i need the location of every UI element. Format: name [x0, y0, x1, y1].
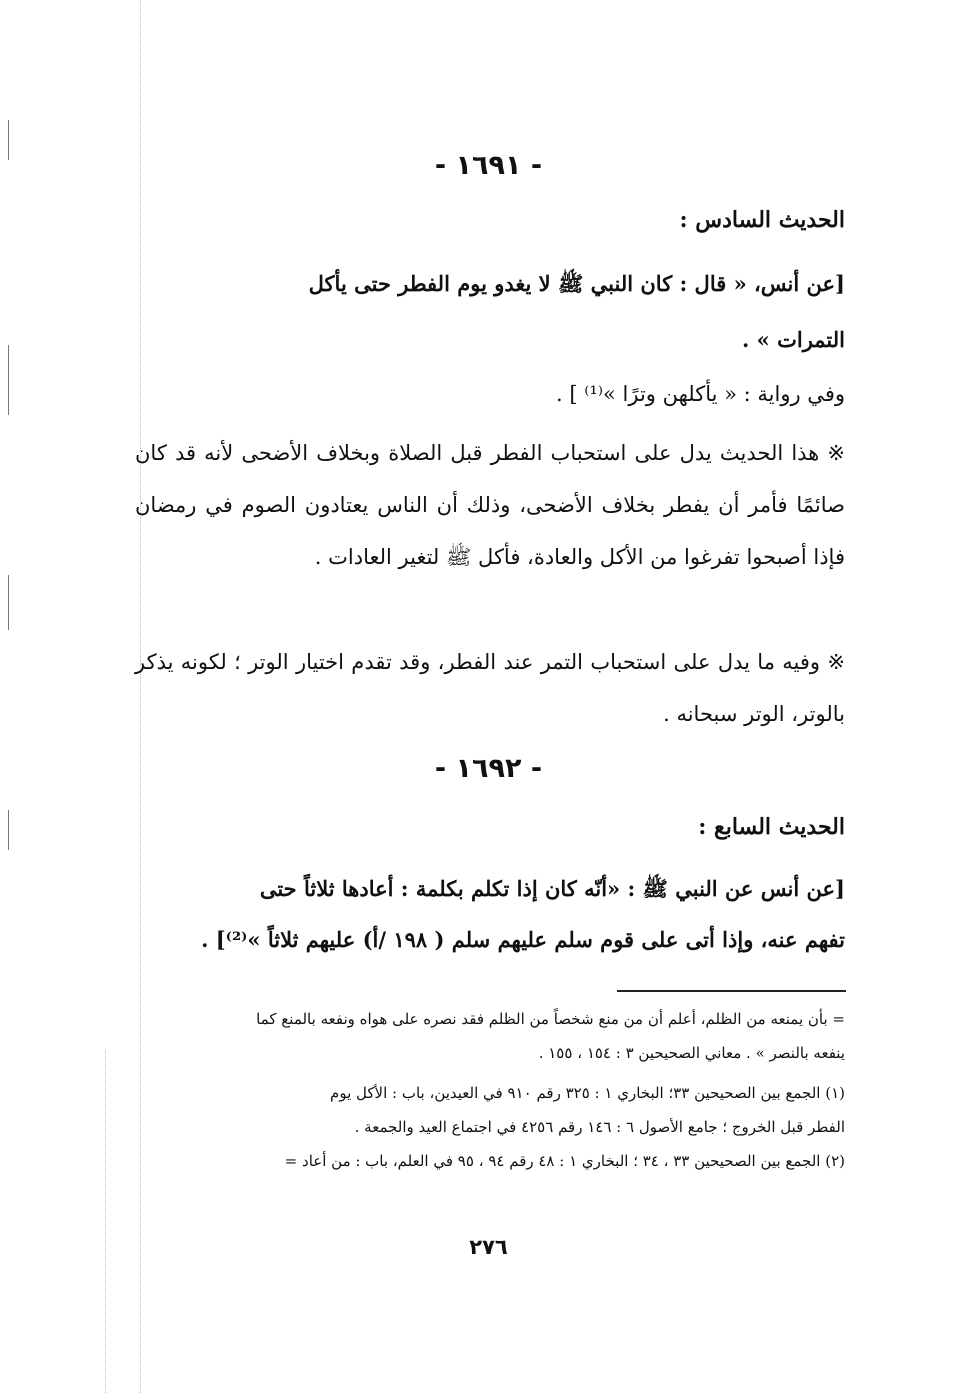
riwaya-line: وفي رواية : « يأكلهن وترًا »⁽¹⁾ ] . — [556, 382, 845, 406]
footnote-separator — [617, 990, 846, 992]
footnote-continuation: ينفعه بالنصر » . معاني الصحيحين ٣ : ١٥٤ ، ١٥٥ . — [538, 1044, 845, 1062]
scan-margin-line — [8, 810, 9, 850]
hadith-text: [عن أنس، « قال : كان النبي ﷺ لا يغدو يوم الفطر حتى يأكل — [308, 271, 845, 296]
scan-margin-line — [8, 575, 9, 630]
hadith-number-1692: - ١٦٩٢ - — [434, 753, 543, 784]
hadith-text: التمرات » . — [742, 327, 845, 352]
scan-margin-line — [8, 345, 9, 415]
footnote-2: (٢) الجمع بين الصحيحين ٣٣ ، ٣٤ ؛ البخاري ١ : ٤٨ رقم ٩٤ ، ٩٥ في العلم، باب : من أعاد = — [284, 1152, 845, 1170]
footnote-1: الفطر قبل الخروج ؛ جامع الأصول ٦ : ١٤٦ رقم ٤٢٥٦ في اجتماع العيد والجمعة . — [354, 1118, 845, 1136]
hadith-text-line1 — [135, 863, 845, 915]
hadith-text: [عن أنس عن النبي ﷺ : «أنّه كان إذا تكلم بكلمة : أعادها ثلاثاً حتى — [259, 876, 845, 901]
commentary-paragraph: ※ هذا الحديث يدل على استحباب الفطر قبل الصلاة وبخلاف الأضحى لأنه قد كان صائمًا فأمر أن يفطر بخلاف الأضحى، وذلك أن الناس يعتادون الصوم في رمضان فإذا أصبحوا تفرغوا من الأكل والعادة، فأكل ﷺ لتغير العادات . — [135, 441, 845, 569]
hadith-title-sixth: الحديث السادس : — [679, 207, 845, 233]
hadith-text-line2 — [135, 314, 845, 366]
scan-dotted-line — [105, 1050, 106, 1393]
footnote-1: (١) الجمع بين الصحيحين ٣٣؛ البخاري ١ : ٣٢٥ رقم ٩١٠ في العيدين، باب : الأكل يوم — [330, 1084, 845, 1102]
commentary-paragraph: ※ وفيه ما يدل على استحباب التمر عند الفطر، وقد تقدم اختيار الوتر ؛ لكونه يذكر بالوتر، الوتر سبحانه . — [135, 650, 845, 726]
footnote-continuation: = بأن يمنعه من الظلم، أعلم أن من منع شخصاً من الظلم فقد نصره على هواه ونفعه بالمنع كما — [256, 1010, 845, 1028]
hadith-title-seventh: الحديث السابع : — [698, 814, 845, 840]
hadith-text: تفهم عنه، وإذا أتى على قوم سلم عليهم سلم ( ١٩٨ /أ) عليهم ثلاثاً »⁽²⁾] . — [201, 927, 845, 952]
hadith-text-line2 — [135, 914, 845, 966]
page-number: ٢٧٦ — [469, 1235, 508, 1259]
hadith-text-line1 — [135, 258, 845, 310]
hadith-number-1691: - ١٦٩١ - — [434, 150, 543, 181]
